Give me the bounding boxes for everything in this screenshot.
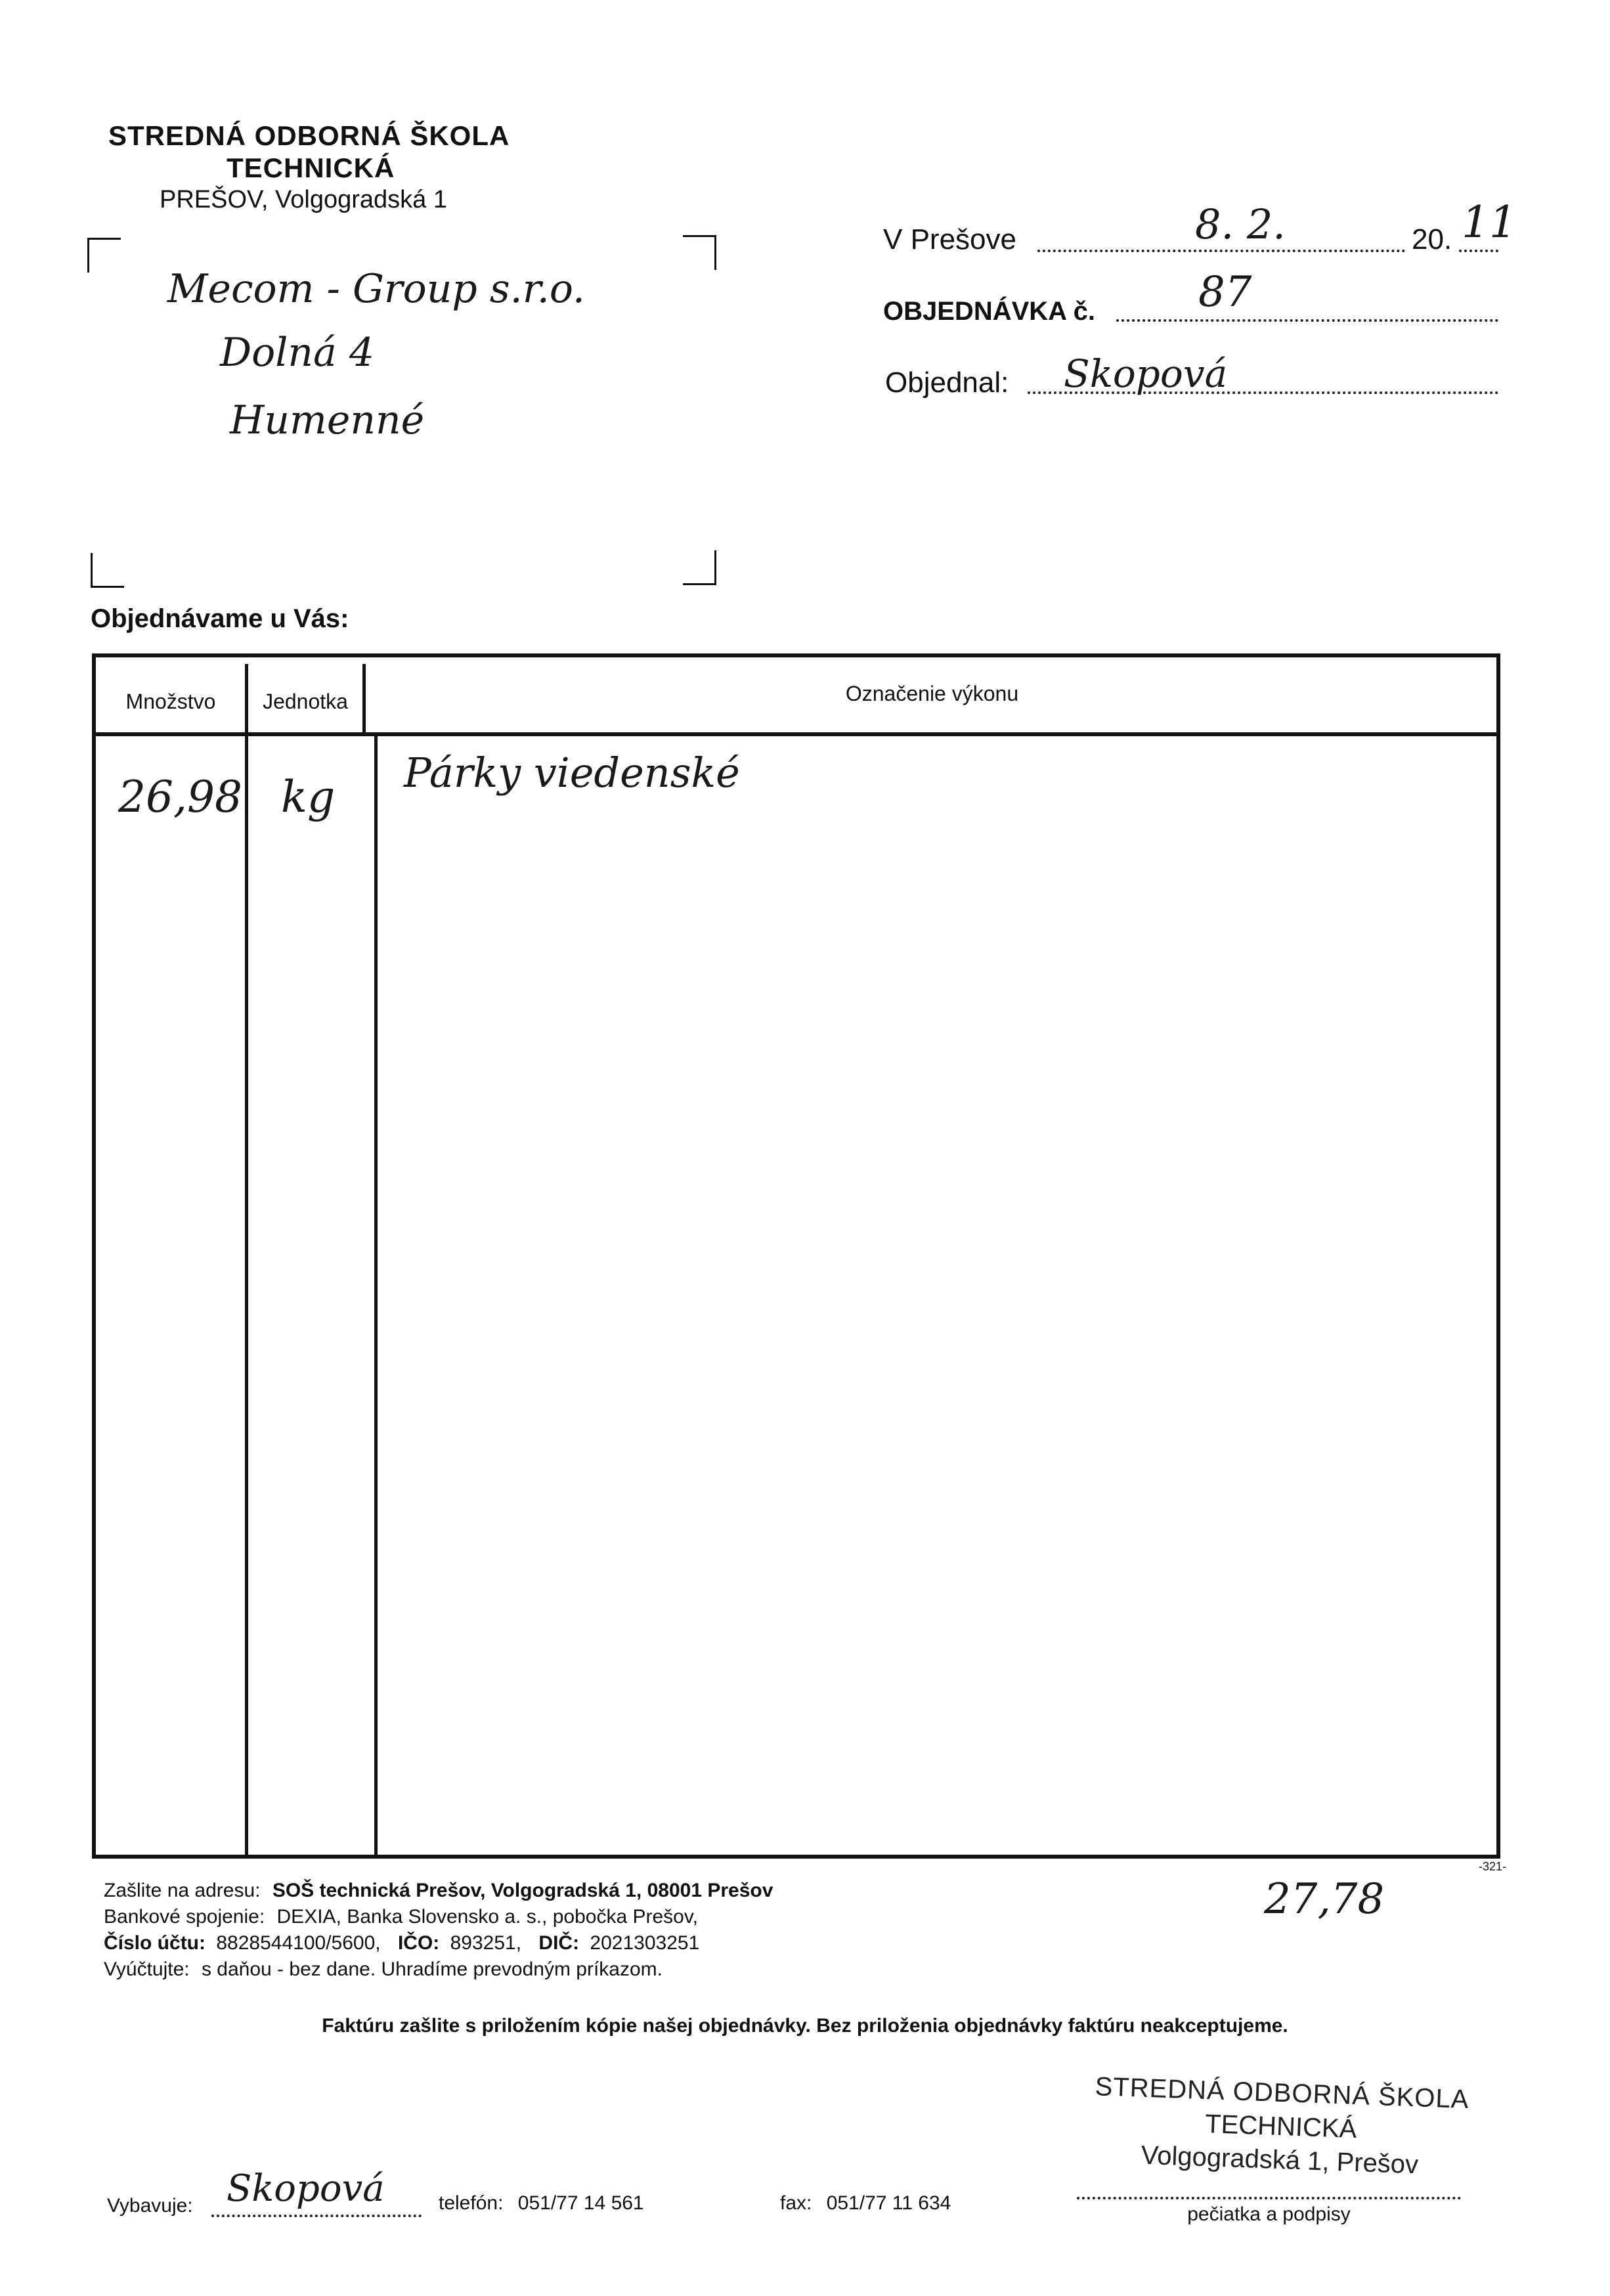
table-row-unit: kg — [281, 772, 336, 822]
address-corner-bottom-right — [683, 550, 716, 585]
header-quantity: Množstvo — [125, 690, 216, 713]
table-header-divider — [92, 732, 1500, 736]
bank-value: DEXIA, Banka Slovensko a. s., pobočka Prešov, — [276, 1906, 698, 1928]
school-name-line1: STREDNÁ ODBORNÁ ŠKOLA — [108, 120, 510, 151]
table-row-description: Párky viedenské — [404, 749, 740, 797]
date-value: 8. 2. — [1195, 200, 1286, 248]
year-dotted-line — [1459, 250, 1498, 252]
total-handwritten: 27,78 — [1264, 1875, 1385, 1924]
handled-by-label: Vybavuje: — [107, 2195, 193, 2217]
ico-label: IČO: — [397, 1932, 440, 1954]
header-unit: Jednotka — [263, 690, 348, 713]
place-label: V Prešove — [883, 223, 1016, 255]
bank-line — [104, 1906, 698, 1928]
phone-label: telefón: — [439, 2192, 504, 2214]
ico-value: 893251, — [450, 1932, 522, 1954]
order-number-dotted-line — [1116, 319, 1498, 322]
school-name-line2: TECHNICKÁ — [227, 152, 395, 183]
phone-value: 051/77 14 561 — [517, 2192, 644, 2214]
recipient-line3: Humenné — [230, 397, 425, 443]
order-number-value: 87 — [1198, 268, 1252, 317]
billing-line — [104, 1958, 663, 1981]
form-code: -321- — [1479, 1860, 1507, 1873]
dic-label: DIČ: — [538, 1932, 580, 1954]
signatures-label: pečiatka a podpisy — [1187, 2203, 1351, 2225]
invoice-notice: Faktúru zašlite s priložením kópie našej objednávky. Bez priloženia objednávky faktúru neakceptujeme. — [322, 2015, 1288, 2037]
bank-label: Bankové spojenie: — [104, 1906, 265, 1928]
address-corner-bottom-left — [91, 553, 124, 588]
recipient-line2: Dolná 4 — [220, 330, 375, 376]
billing-value: s daňou - bez dane. Uhradíme prevodným príkazom. — [201, 1958, 663, 1980]
recipient-line1: Mecom - Group s.r.o. — [167, 266, 586, 312]
date-dotted-line — [1037, 250, 1405, 252]
send-to-line — [104, 1880, 773, 1902]
table-column-divider-1 — [245, 664, 248, 1859]
stamp — [1075, 2071, 1486, 2211]
account-value: 8828544100/5600, — [216, 1932, 381, 1954]
order-number-label: OBJEDNÁVKA č. — [883, 297, 1096, 326]
fax-line — [780, 2192, 951, 2215]
table-column-divider-2b — [374, 732, 378, 1859]
stamp-line2: TECHNICKÁ — [1204, 2109, 1358, 2144]
school-address: PREŠOV, Volgogradská 1 — [160, 186, 447, 213]
order-table — [92, 653, 1500, 1859]
send-to-value: SOŠ technická Prešov, Volgogradská 1, 08001 Prešov — [272, 1880, 773, 1901]
stamp-line1: STREDNÁ ODBORNÁ ŠKOLA — [1094, 2072, 1470, 2114]
year-prefix: 20. — [1412, 223, 1452, 255]
dic-value: 2021303251 — [590, 1932, 700, 1954]
ordered-by-label: Objednal: — [885, 366, 1009, 399]
ordered-by-value: Skopová — [1064, 351, 1228, 396]
table-row-quantity: 26,98 — [118, 772, 242, 822]
address-corner-top-right — [683, 235, 716, 270]
year-value: 11 — [1462, 197, 1517, 248]
header-description: Označenie výkonu — [845, 682, 1019, 705]
fax-value: 051/77 11 634 — [826, 2192, 951, 2214]
stamp-line3: Volgogradská 1, Prešov — [1141, 2140, 1419, 2180]
address-corner-top-left — [87, 238, 121, 273]
phone-line — [439, 2192, 644, 2215]
account-label: Číslo účtu: — [104, 1932, 206, 1954]
signature-dotted-line — [1077, 2197, 1461, 2199]
billing-label: Vyúčtujte: — [104, 1958, 190, 1980]
send-to-label: Zašlite na adresu: — [104, 1880, 261, 1901]
fax-label: fax: — [780, 2192, 812, 2214]
handled-by-dotted-line — [211, 2215, 422, 2217]
order-intro: Objednávame u Vás: — [91, 604, 349, 633]
account-line — [104, 1932, 699, 1954]
handled-by-value: Skopová — [227, 2167, 385, 2210]
